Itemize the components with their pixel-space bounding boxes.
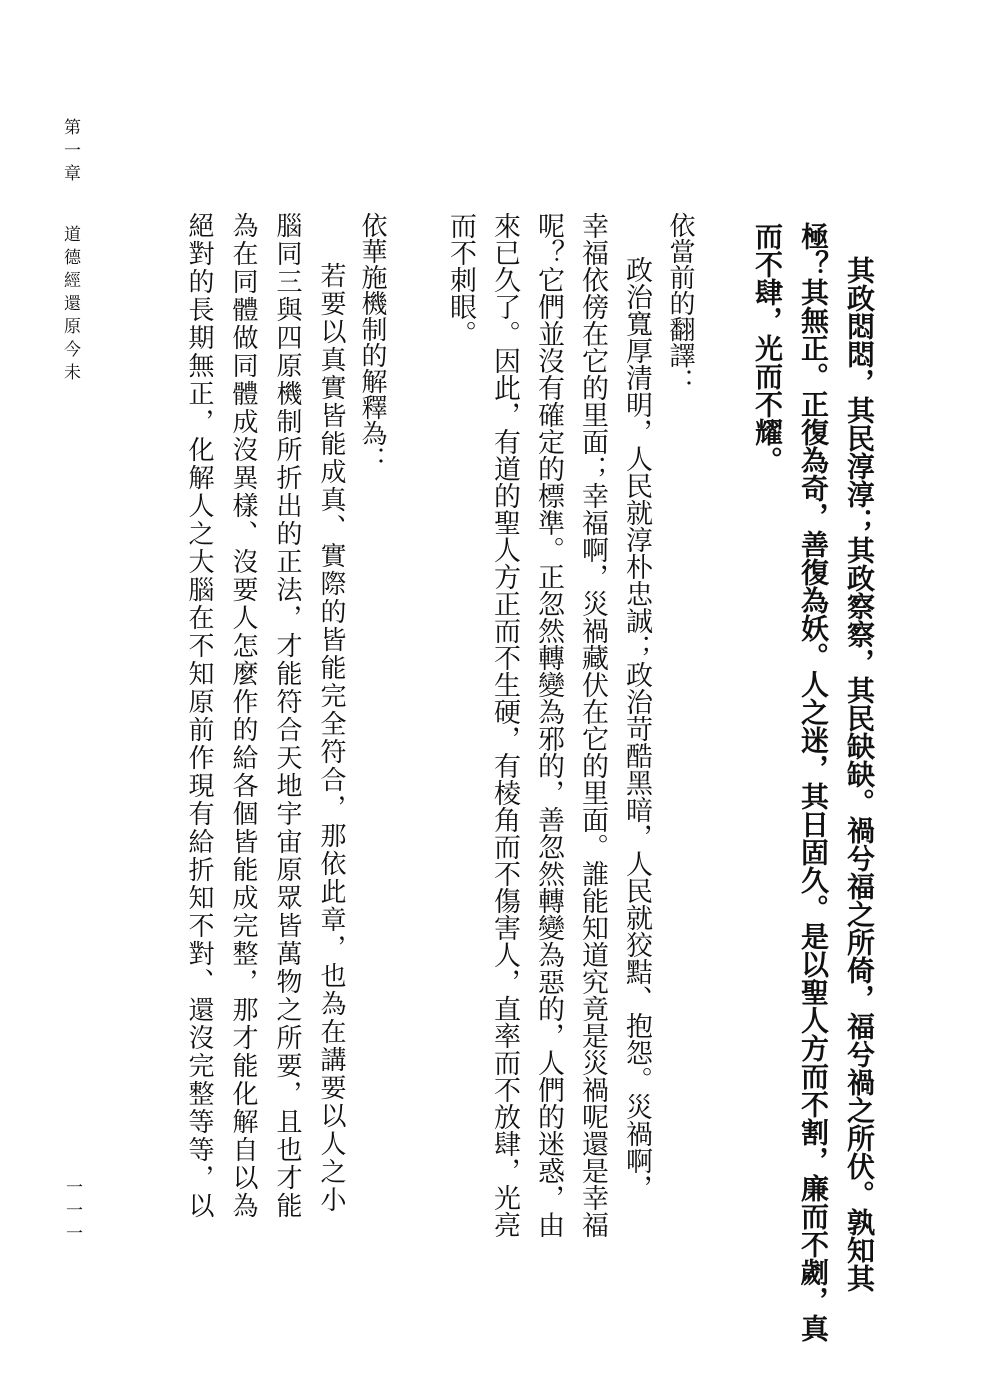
translation-line-5: 而不刺眼。 [445, 212, 476, 347]
book-title: 道德經還原今未 [60, 225, 80, 386]
translation-line-3: 呢？它們並沒有確定的標準。正忽然轉變為邪的，善忽然轉變為惡的，人們的迷惑，由 [533, 212, 564, 1238]
page-number: 一一一 [62, 1178, 82, 1247]
running-head [60, 118, 80, 386]
translation-line-4: 來已久了。因此，有道的聖人方正而不生硬，有棱角而不傷害人，直率而不放肆，光亮 [489, 212, 520, 1238]
commentary-heading: 依華施機制的解釋為： [357, 212, 387, 472]
translation-heading: 依當前的翻譯： [665, 212, 695, 394]
translation-line-1: 政治寬厚清明，人民就淳朴忠誠；政治苛酷黑暗，人民就狡黠、抱怨。災禍啊， [621, 256, 652, 1201]
classic-text-line-1: 其政悶悶，其民淳淳；其政察察，其民缺缺。禍兮福之所倚，福兮禍之所伏。孰知其 [843, 256, 876, 1292]
classic-text-line-3: 而不肆，光而不耀。 [751, 222, 784, 474]
commentary-line-3: 為在同體做同體成沒異樣、沒要人怎麼作的給各個皆能成完整，那才能化解自以為 [228, 212, 258, 1220]
translation-line-2: 幸福依傍在它的里面；幸福啊，災禍藏伏在它的里面。誰能知道究竟是災禍呢還是幸福 [577, 212, 608, 1238]
commentary-line-2: 腦同三與四原機制所折出的正法，才能符合天地宇宙原眾皆萬物之所要，且也才能 [272, 212, 302, 1220]
commentary-line-1: 若要以真實皆能成真、實際的皆能完全符合，那依此章，也為在講要以人之小 [316, 262, 346, 1214]
commentary-line-4: 絕對的長期無正，化解人之大腦在不知原前作現有給折知不對、還沒完整等等，以 [184, 212, 214, 1220]
chapter-label: 第一章 [60, 118, 80, 187]
classic-text-line-2: 極？其無正。正復為奇，善復為妖。人之迷，其日固久。是以聖人方而不割，廉而不劌，真 [797, 222, 830, 1342]
